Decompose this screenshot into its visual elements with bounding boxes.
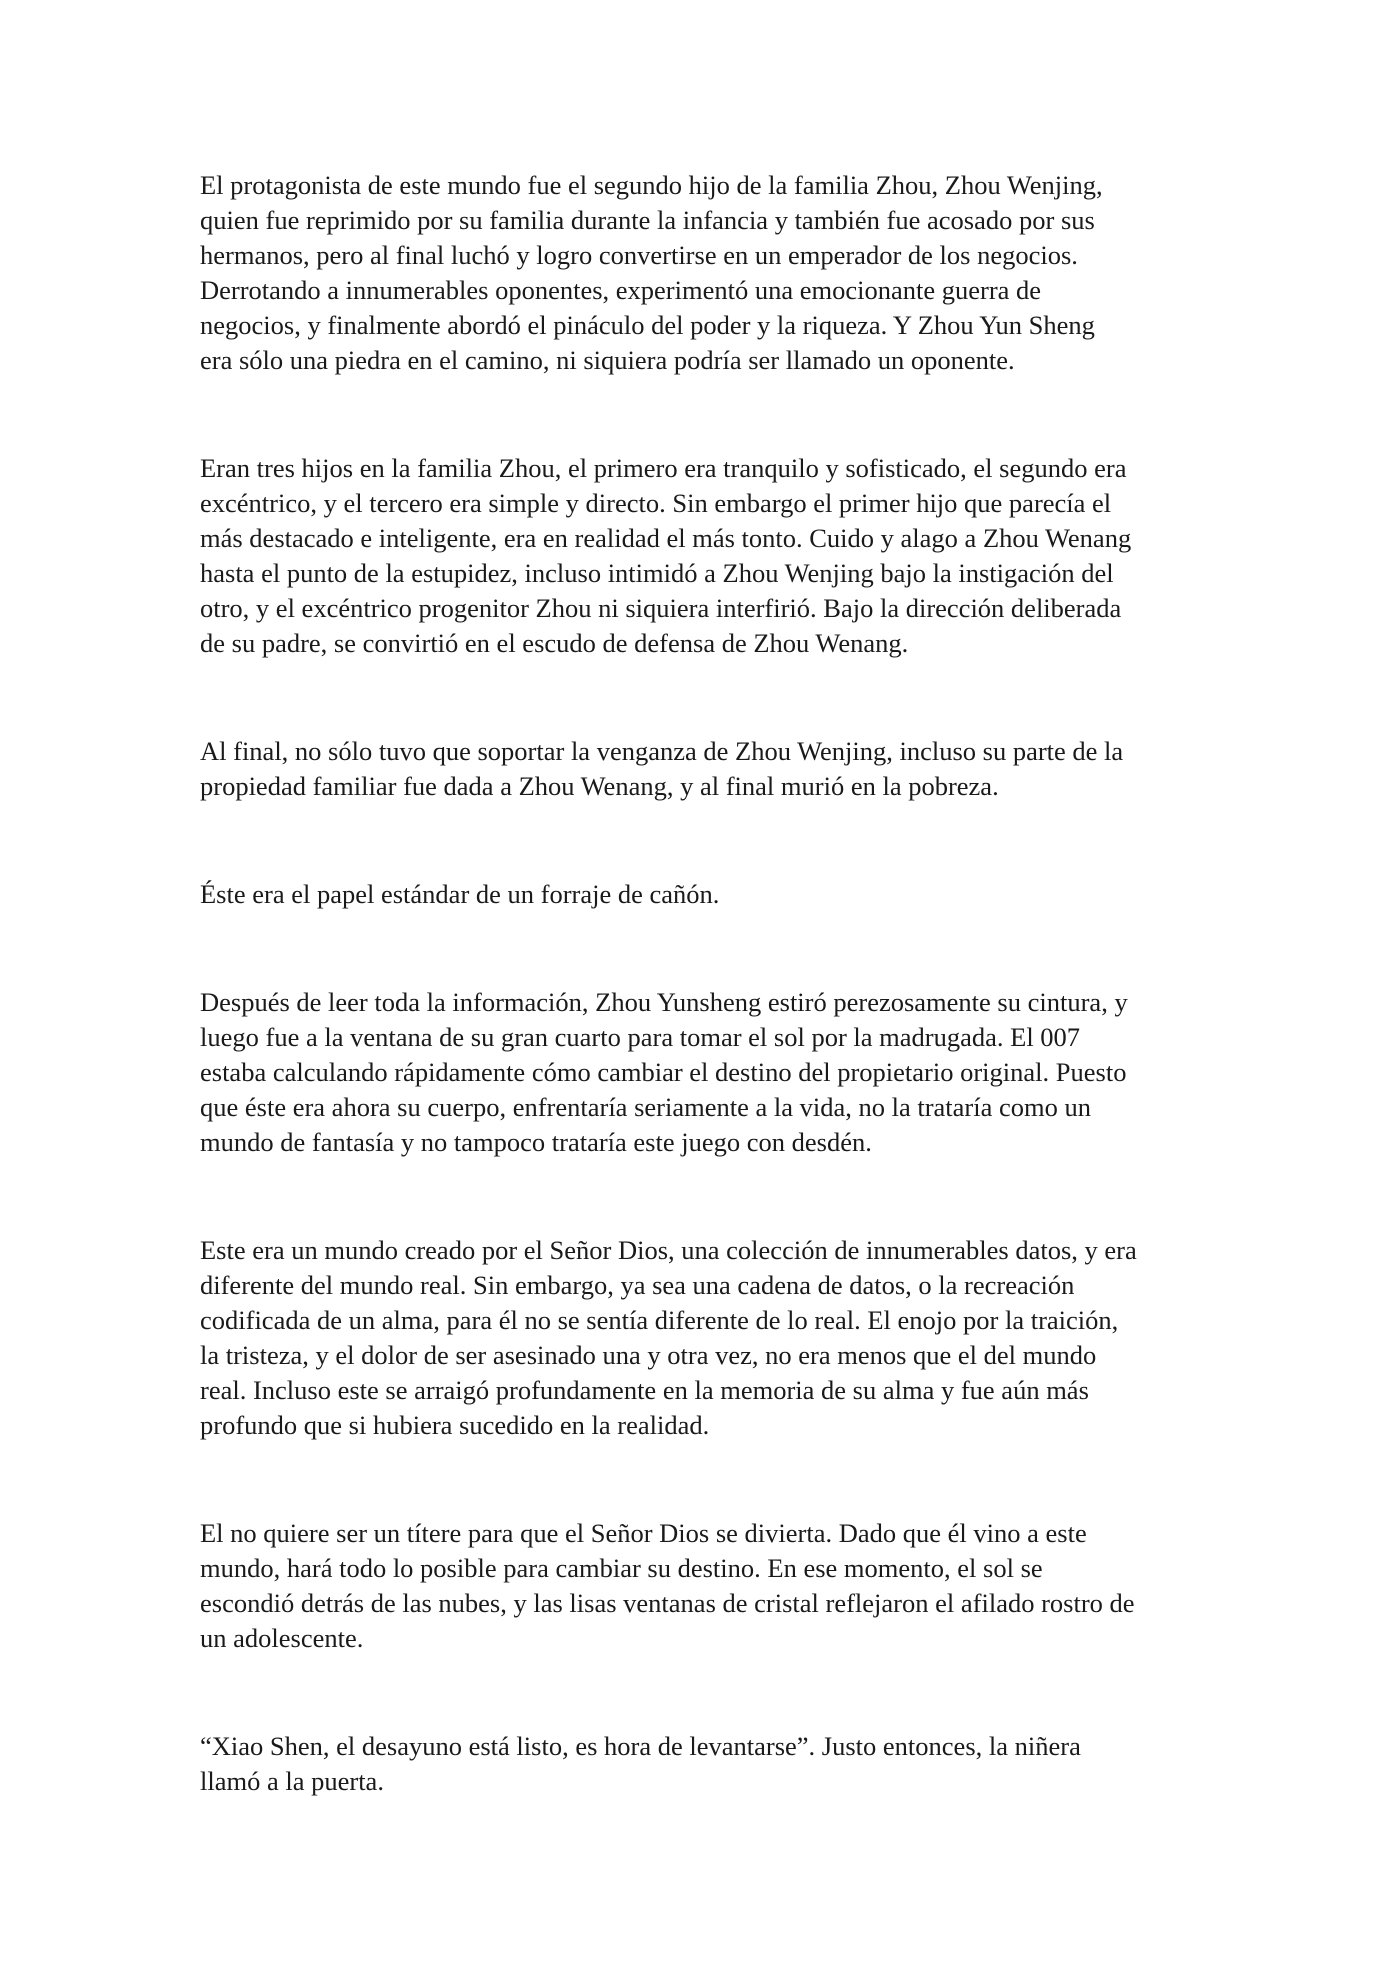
paragraph-7 [200, 1516, 1205, 1656]
text-line: un adolescente. [200, 1623, 364, 1653]
paragraph-gap [200, 378, 1205, 451]
text-line: Éste era el papel estándar de un forraje de cañón. [200, 879, 720, 909]
paragraph-gap [200, 912, 1205, 985]
text-line: quien fue reprimido por su familia durante la infancia y también fue acosado por sus [200, 205, 1095, 235]
text-line: la tristeza, y el dolor de ser asesinado una y otra vez, no era menos que el del mundo [200, 1340, 1097, 1370]
text-line: propiedad familiar fue dada a Zhou Wenang, y al final murió en la pobreza. [200, 771, 999, 801]
text-line: Después de leer toda la información, Zhou Yunsheng estiró perezosamente su cintura, y [200, 987, 1128, 1017]
paragraph-6 [200, 1233, 1205, 1443]
text-line: El no quiere ser un títere para que el Señor Dios se divierta. Dado que él vino a este [200, 1518, 1087, 1548]
text-line: excéntrico, y el tercero era simple y directo. Sin embargo el primer hijo que parecía el [200, 488, 1112, 518]
text-line: profundo que si hubiera sucedido en la realidad. [200, 1410, 710, 1440]
text-line: que éste era ahora su cuerpo, enfrentaría seriamente a la vida, no la trataría como un [200, 1092, 1091, 1122]
text-line: codificada de un alma, para él no se sentía diferente de lo real. El enojo por la traición, [200, 1305, 1119, 1335]
text-line: Eran tres hijos en la familia Zhou, el primero era tranquilo y sofisticado, el segundo era [200, 453, 1127, 483]
paragraph-gap [200, 1160, 1205, 1233]
text-line: de su padre, se convirtió en el escudo de defensa de Zhou Wenang. [200, 628, 909, 658]
text-line: mundo, hará todo lo posible para cambiar su destino. En ese momento, el sol se [200, 1553, 1043, 1583]
text-line: El protagonista de este mundo fue el segundo hijo de la familia Zhou, Zhou Wenjing, [200, 170, 1103, 200]
paragraph-5 [200, 985, 1205, 1160]
text-line: llamó a la puerta. [200, 1766, 384, 1796]
text-line: más destacado e inteligente, era en realidad el más tonto. Cuido y alago a Zhou Wenang [200, 523, 1132, 553]
text-line: Derrotando a innumerables oponentes, experimentó una emocionante guerra de [200, 275, 1042, 305]
text-line: era sólo una piedra en el camino, ni siquiera podría ser llamado un oponente. [200, 345, 1015, 375]
text-line: hermanos, pero al final luchó y logro convertirse en un emperador de los negocios. [200, 240, 1078, 270]
text-line: otro, y el excéntrico progenitor Zhou ni siquiera interfirió. Bajo la dirección deliberada [200, 593, 1122, 623]
text-line: hasta el punto de la estupidez, incluso intimidó a Zhou Wenjing bajo la instigación del [200, 558, 1114, 588]
document-body [200, 168, 1205, 1799]
text-line: diferente del mundo real. Sin embargo, ya sea una cadena de datos, o la recreación [200, 1270, 1075, 1300]
paragraph-gap [200, 804, 1205, 877]
text-line: estaba calculando rápidamente cómo cambiar el destino del propietario original. Puesto [200, 1057, 1127, 1087]
text-line: luego fue a la ventana de su gran cuarto para tomar el sol por la madrugada. El 007 [200, 1022, 1081, 1052]
paragraph-gap [200, 1656, 1205, 1729]
paragraph-1 [200, 168, 1205, 378]
text-line: Este era un mundo creado por el Señor Dios, una colección de innumerables datos, y era [200, 1235, 1137, 1265]
paragraph-2 [200, 451, 1205, 661]
text-line: “Xiao Shen, el desayuno está listo, es hora de levantarse”. Justo entonces, la niñera [200, 1731, 1081, 1761]
paragraph-gap [200, 1443, 1205, 1516]
paragraph-8 [200, 1729, 1205, 1799]
text-line: real. Incluso este se arraigó profundamente en la memoria de su alma y fue aún más [200, 1375, 1089, 1405]
text-line: escondió detrás de las nubes, y las lisas ventanas de cristal reflejaron el afilado rostro de [200, 1588, 1135, 1618]
paragraph-3 [200, 734, 1205, 804]
text-line: mundo de fantasía y no tampoco trataría este juego con desdén. [200, 1127, 872, 1157]
paragraph-4 [200, 877, 1205, 912]
paragraph-gap [200, 661, 1205, 734]
text-line: negocios, y finalmente abordó el pináculo del poder y la riqueza. Y Zhou Yun Sheng [200, 310, 1095, 340]
text-line: Al final, no sólo tuvo que soportar la venganza de Zhou Wenjing, incluso su parte de la [200, 736, 1124, 766]
